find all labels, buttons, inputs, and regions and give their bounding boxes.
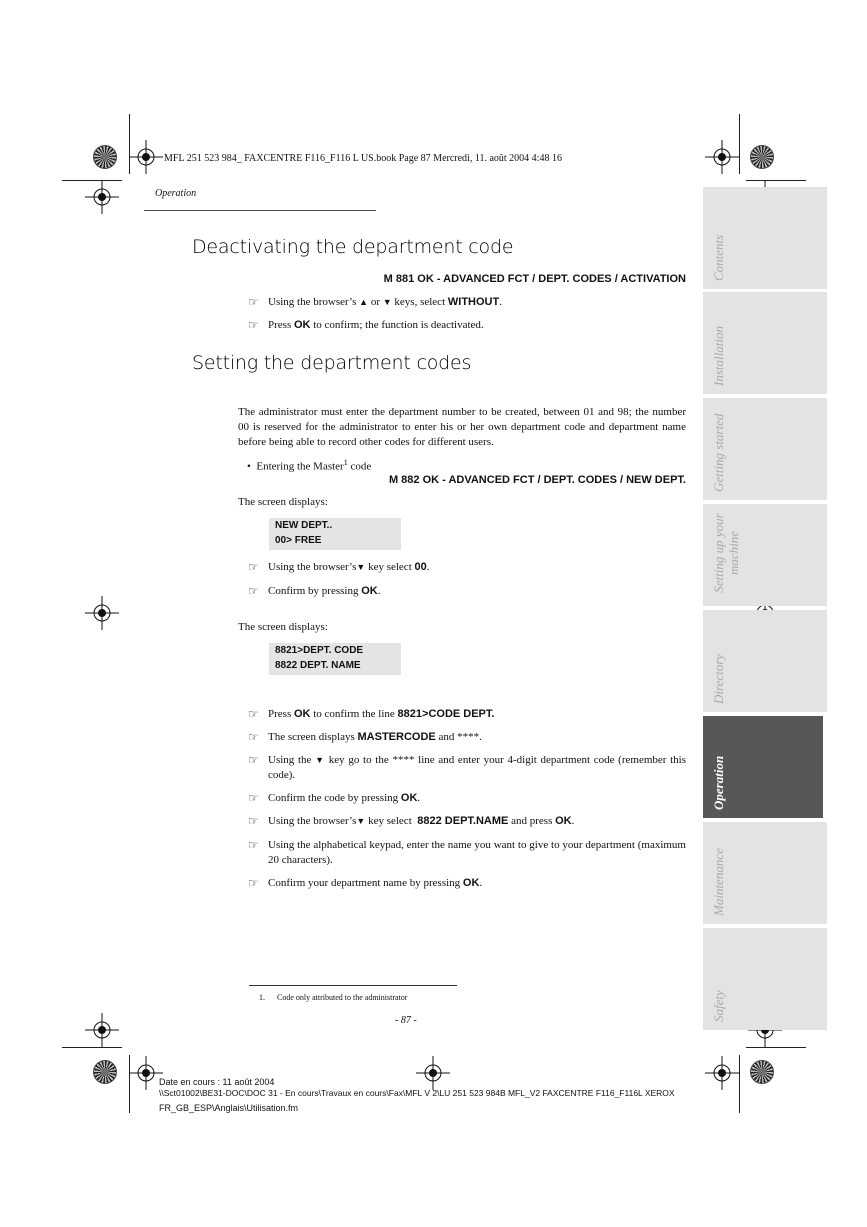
header-rule <box>144 210 376 211</box>
footnote-ref: 1 <box>343 458 348 467</box>
pointing-hand-icon: ☞ <box>248 560 259 574</box>
footer-path: \\Sct01002\BE31-DOC\DOC 31 - En cours\Travaux en cours\Fax\MFL V 2\LU 251 523 984B MFL_V2 FAXCENTRE F116_F116L XEROX <box>159 1088 675 1098</box>
footer-file: FR_GB_ESP\Anglais\Utilisation.fm <box>159 1103 299 1113</box>
tab-installation[interactable]: Installation <box>703 292 827 394</box>
tab-getting-started[interactable]: Getting started <box>703 398 827 500</box>
down-arrow-icon: ▼ <box>356 562 366 572</box>
section-title-deactivate: Deactivating the department code <box>192 236 514 258</box>
crosshair-icon <box>85 1013 119 1047</box>
crosshair-icon <box>129 1056 163 1090</box>
footnote: 1. Code only attributed to the administrator <box>259 993 408 1002</box>
lcd-screen: 8821>DEPT. CODE 8822 DEPT. NAME <box>269 643 401 675</box>
running-header: Operation <box>155 188 197 199</box>
tab-maintenance[interactable]: Maintenance <box>703 822 827 924</box>
crosshair-icon <box>85 596 119 630</box>
menu-path: M 881 OK - ADVANCED FCT / DEPT. CODES / ACTIVATION <box>383 273 686 285</box>
book-file-info: MFL 251 523 984_ FAXCENTRE F116_F116 L US.book Page 87 Mercredi, 11. août 2004 4:48 16 <box>164 153 562 164</box>
down-arrow-icon: ▼ <box>315 755 326 765</box>
color-rosette-icon <box>93 145 117 169</box>
page-number: - 87 - <box>395 1015 417 1026</box>
down-arrow-icon: ▼ <box>356 816 366 826</box>
tab-contents[interactable]: Contents <box>703 187 827 289</box>
crosshair-icon <box>705 1056 739 1090</box>
crosshair-icon <box>705 140 739 174</box>
lcd-screen: NEW DEPT.. 00> FREE <box>269 518 401 550</box>
pointing-hand-icon: ☞ <box>248 791 259 805</box>
tab-safety[interactable]: Safety <box>703 928 827 1030</box>
bullet-entering-master: • Entering the Master$^1$ code <box>247 458 372 473</box>
pointing-hand-icon: ☞ <box>248 318 259 332</box>
color-rosette-icon <box>750 145 774 169</box>
down-arrow-icon: ▼ <box>382 297 392 307</box>
section-title-setting: Setting the department codes <box>192 352 472 374</box>
tab-directory[interactable]: Directory <box>703 610 827 712</box>
screen-displays-label: The screen displays: <box>238 496 328 508</box>
tab-operation[interactable]: Operation <box>703 716 823 818</box>
color-rosette-icon <box>750 1060 774 1084</box>
screen-displays-label: The screen displays: <box>238 621 328 633</box>
crosshair-icon <box>129 140 163 174</box>
footnote-rule <box>249 985 457 986</box>
tab-setting-up[interactable]: Setting up your machine <box>703 504 827 606</box>
menu-path: M 882 OK - ADVANCED FCT / DEPT. CODES / NEW DEPT. <box>388 474 686 486</box>
pointing-hand-icon: ☞ <box>248 838 259 852</box>
pointing-hand-icon: ☞ <box>248 814 259 828</box>
color-rosette-icon <box>93 1060 117 1084</box>
pointing-hand-icon: ☞ <box>248 753 259 767</box>
footer-date: Date en cours : 11 août 2004 <box>159 1077 275 1087</box>
crosshair-icon <box>416 1056 450 1090</box>
pointing-hand-icon: ☞ <box>248 584 259 598</box>
crosshair-icon <box>85 180 119 214</box>
pointing-hand-icon: ☞ <box>248 707 259 721</box>
pointing-hand-icon: ☞ <box>248 295 259 309</box>
intro-paragraph: The administrator must enter the department number to be created, between 01 and 98; the number 00 is reserved for the administrator to enter his or her own department code and department name before being able to record other codes for different users. <box>238 406 686 448</box>
pointing-hand-icon: ☞ <box>248 876 259 890</box>
pointing-hand-icon: ☞ <box>248 730 259 744</box>
up-arrow-icon: ▲ <box>359 297 369 307</box>
